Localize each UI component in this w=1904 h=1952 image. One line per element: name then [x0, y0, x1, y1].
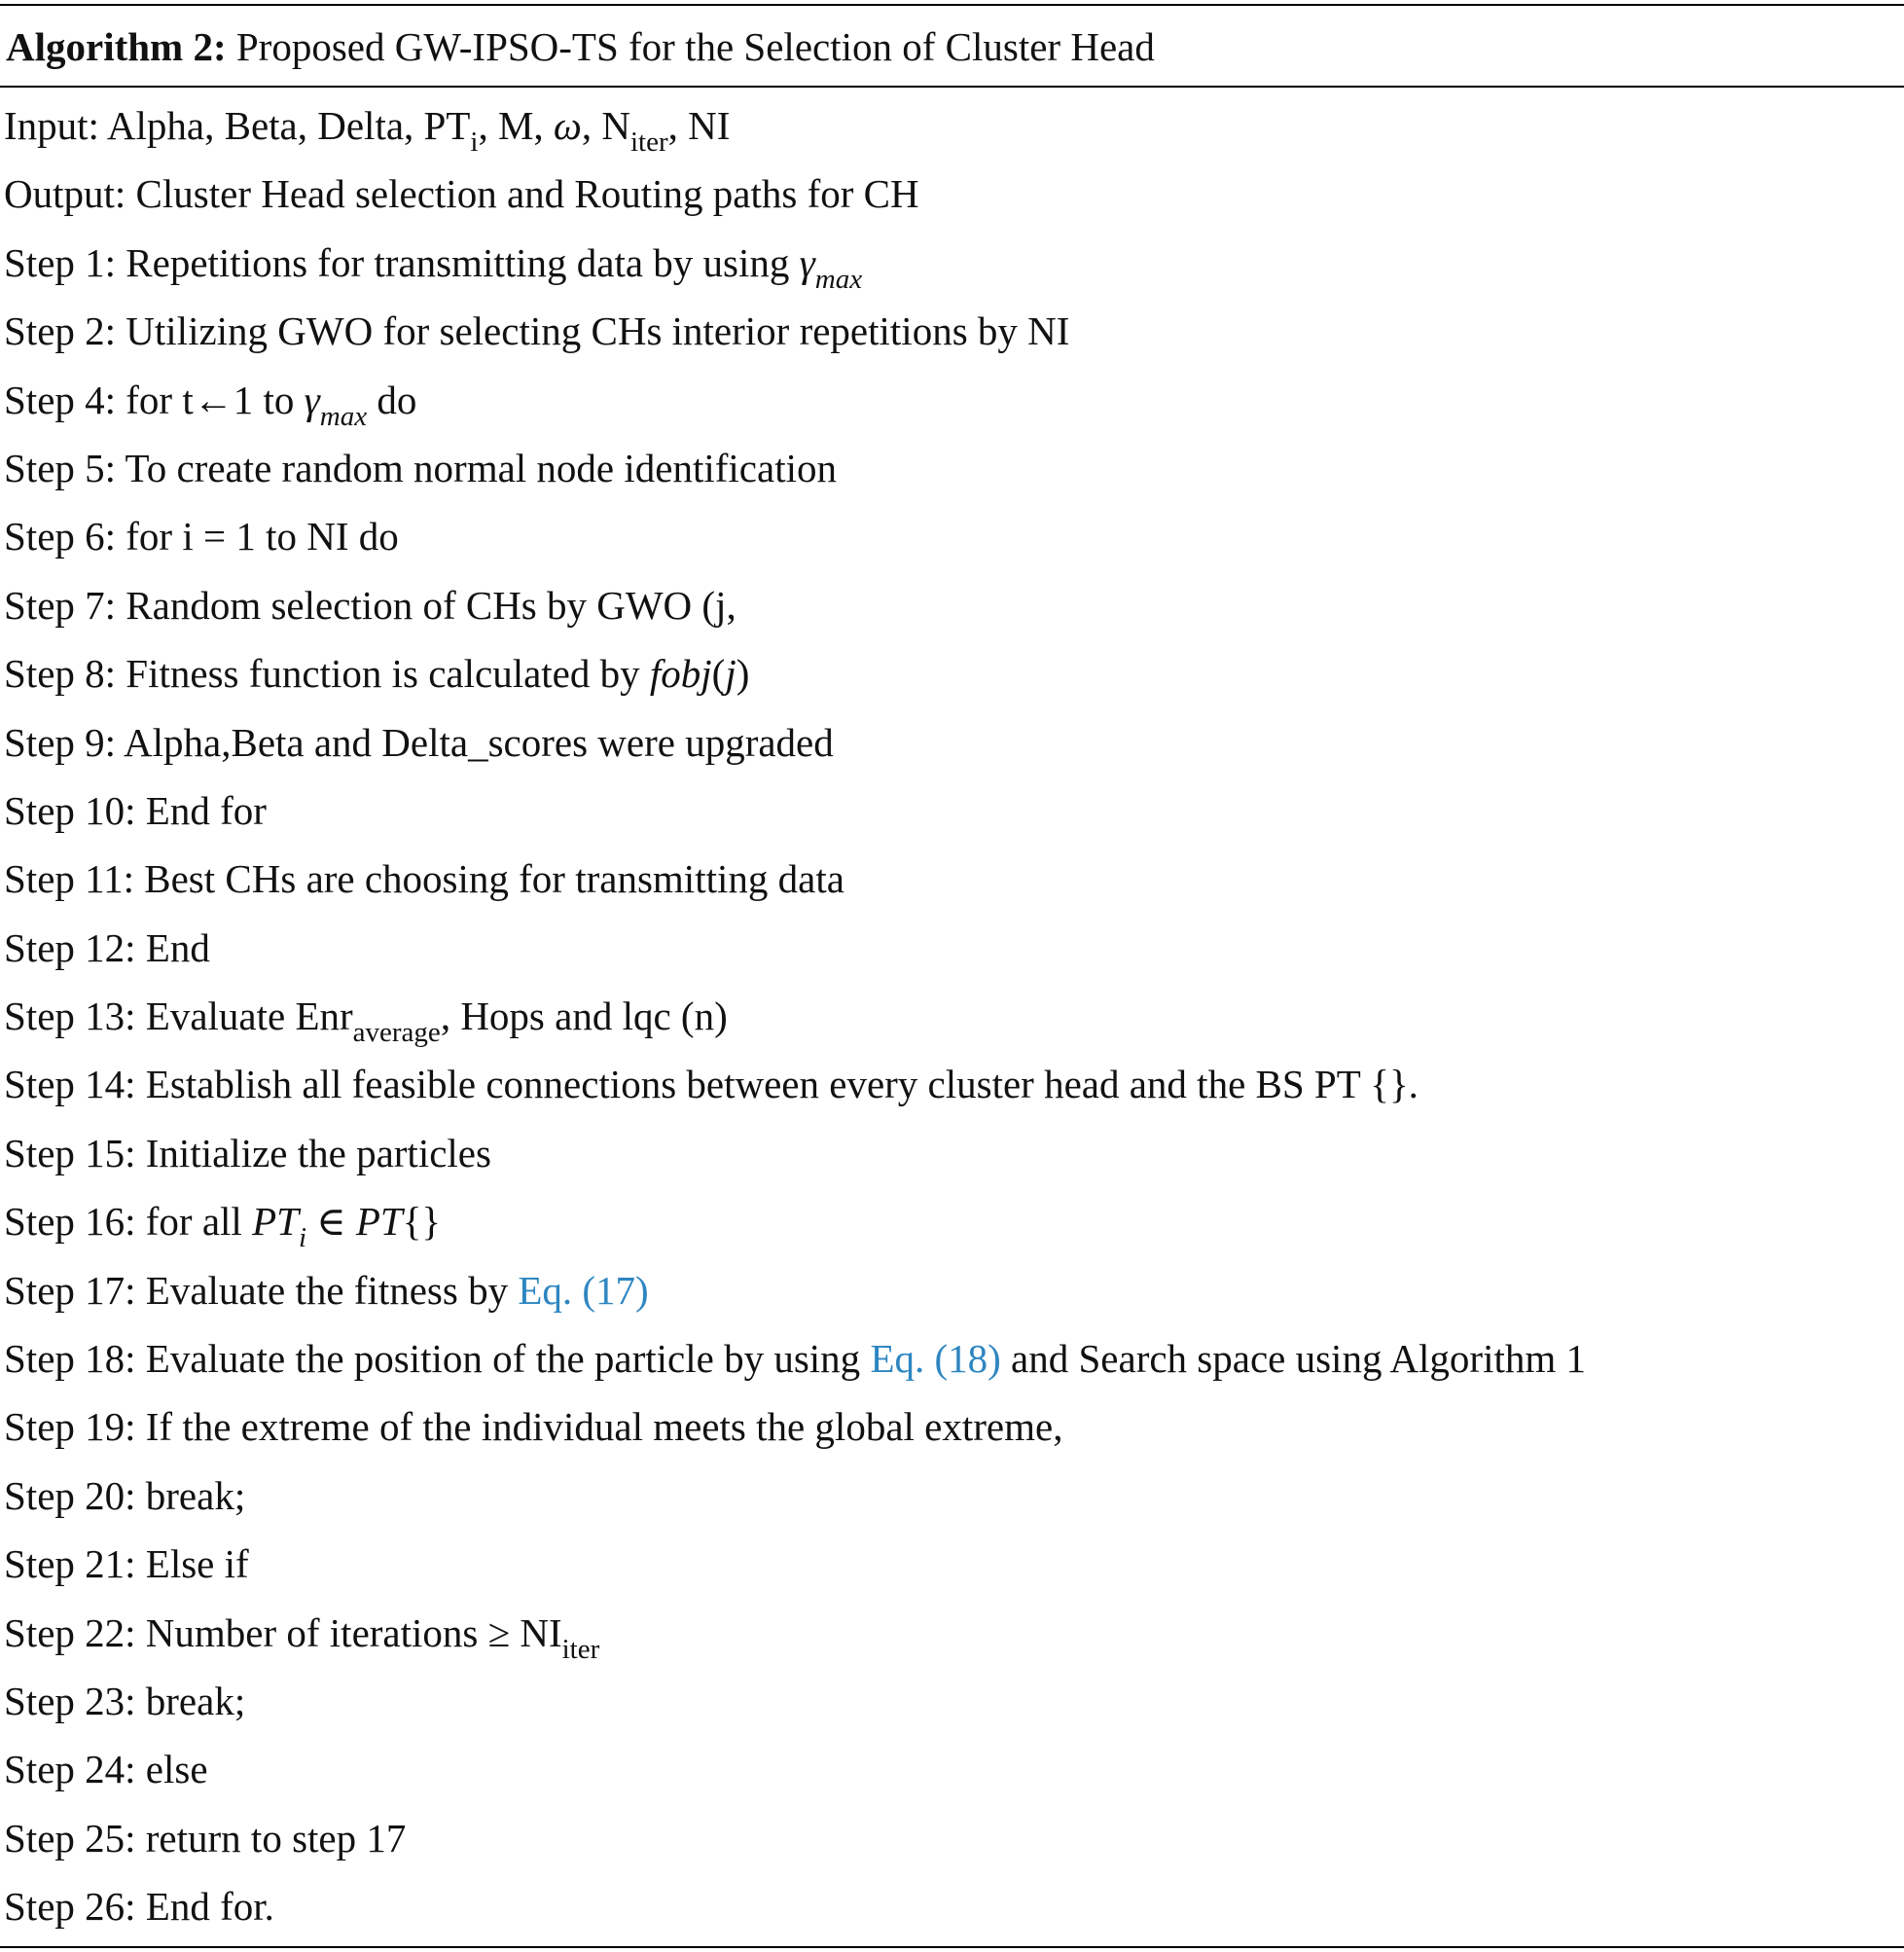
bottom-rule: [0, 1946, 1904, 1948]
algorithm-label: Algorithm 2:: [6, 24, 227, 69]
step-21: Step 21: Else if: [4, 1541, 249, 1587]
step-10: Step 10: End for: [4, 787, 267, 833]
input-separator: , M,: [478, 103, 554, 148]
step-1: [4, 237, 1586, 306]
step-24: Step 24: else: [4, 1747, 208, 1792]
step-16: [4, 1196, 1586, 1264]
step-16-text: Step 16: for all: [4, 1199, 253, 1245]
step-4-suffix: do: [367, 377, 417, 422]
step-9: Step 9: Alpha,Beta and Delta_scores were upgraded: [4, 719, 834, 765]
iter-subscript: iter: [561, 1633, 600, 1665]
element-of-symbol: ∈: [306, 1199, 356, 1245]
step-25: Step 25: return to step 17: [4, 1815, 407, 1861]
gamma-symbol: γ: [799, 239, 815, 285]
step-20: Step 20: break;: [4, 1472, 246, 1518]
pt-set-symbol: PT: [355, 1199, 403, 1245]
gamma-symbol: γ: [304, 377, 320, 422]
pt-symbol: PT: [252, 1199, 299, 1245]
algorithm-caption: Proposed GW-IPSO-TS for the Selection of Cluster Head: [235, 24, 1155, 69]
step-7: Step 7: Random selection of CHs by GWO (j,: [4, 582, 736, 628]
step-18: [4, 1333, 1586, 1401]
fobj-symbol: fobj: [649, 651, 712, 697]
step-6: Step 6: for i = 1 to NI do: [4, 514, 399, 560]
step-18-text: Step 18: Evaluate the position of the particle by using: [4, 1336, 871, 1382]
step-17: [4, 1265, 1586, 1333]
step-15: Step 15: Initialize the particles: [4, 1130, 491, 1175]
step-8: [4, 648, 1586, 716]
pt-subscript: i: [298, 1222, 306, 1254]
gamma-subscript: max: [814, 263, 863, 295]
step-22: [4, 1608, 1586, 1676]
step-8-text: Step 8: Fitness function is calculated by: [4, 651, 650, 697]
average-subscript: average: [352, 1017, 441, 1049]
step-11: Step 11: Best CHs are choosing for transmitting data: [4, 856, 844, 902]
input-line: [4, 100, 1586, 168]
close-paren: ): [736, 651, 750, 697]
step-17-text: Step 17: Evaluate the fitness by: [4, 1267, 519, 1313]
input-separator-2: , N: [581, 103, 630, 148]
algorithm-lines: [4, 100, 1586, 1950]
step-4-text: Step 4: for t←1 to: [4, 377, 305, 422]
step-26: Step 26: End for.: [4, 1884, 274, 1930]
step-13-suffix: , Hops and lqc (n): [440, 994, 728, 1039]
step-18-suffix: and Search space using Algorithm 1: [1000, 1336, 1587, 1382]
step-14: Step 14: Establish all feasible connections between every cluster head and the BS PT {}.: [4, 1062, 1419, 1107]
step-2: Step 2: Utilizing GWO for selecting CHs interior repetitions by NI: [4, 308, 1070, 354]
step-1-text: Step 1: Repetitions for transmitting data by using: [4, 239, 800, 285]
gamma-subscript: max: [319, 400, 368, 432]
braces: {}: [402, 1199, 442, 1245]
step-12: Step 12: End: [4, 924, 210, 970]
eq-18-link[interactable]: Eq. (18): [870, 1336, 1001, 1382]
algorithm-title: [6, 21, 1155, 72]
output-line: Output: Cluster Head selection and Routing paths for CH: [4, 171, 919, 217]
step-19: Step 19: If the extreme of the individual meets the global extreme,: [4, 1404, 1063, 1450]
input-suffix: , NI: [667, 103, 731, 148]
eq-17-link[interactable]: Eq. (17): [518, 1267, 649, 1313]
j-symbol: j: [725, 651, 736, 697]
n-iter-subscript: iter: [629, 127, 668, 158]
step-13: [4, 991, 1586, 1059]
step-5: Step 5: To create random normal node identification: [4, 445, 837, 490]
header-rule: [0, 86, 1904, 88]
pt-subscript: i: [470, 127, 479, 158]
step-13-text: Step 13: Evaluate Enr: [4, 994, 353, 1039]
input-prefix: Input: Alpha, Beta, Delta, PT: [4, 103, 471, 148]
step-22-text: Step 22: Number of iterations ≥ NI: [4, 1609, 562, 1655]
top-rule: [0, 4, 1904, 6]
open-paren: (: [711, 651, 726, 697]
step-4: [4, 375, 1586, 443]
omega-symbol: ω: [553, 103, 582, 148]
step-23: Step 23: break;: [4, 1678, 246, 1723]
